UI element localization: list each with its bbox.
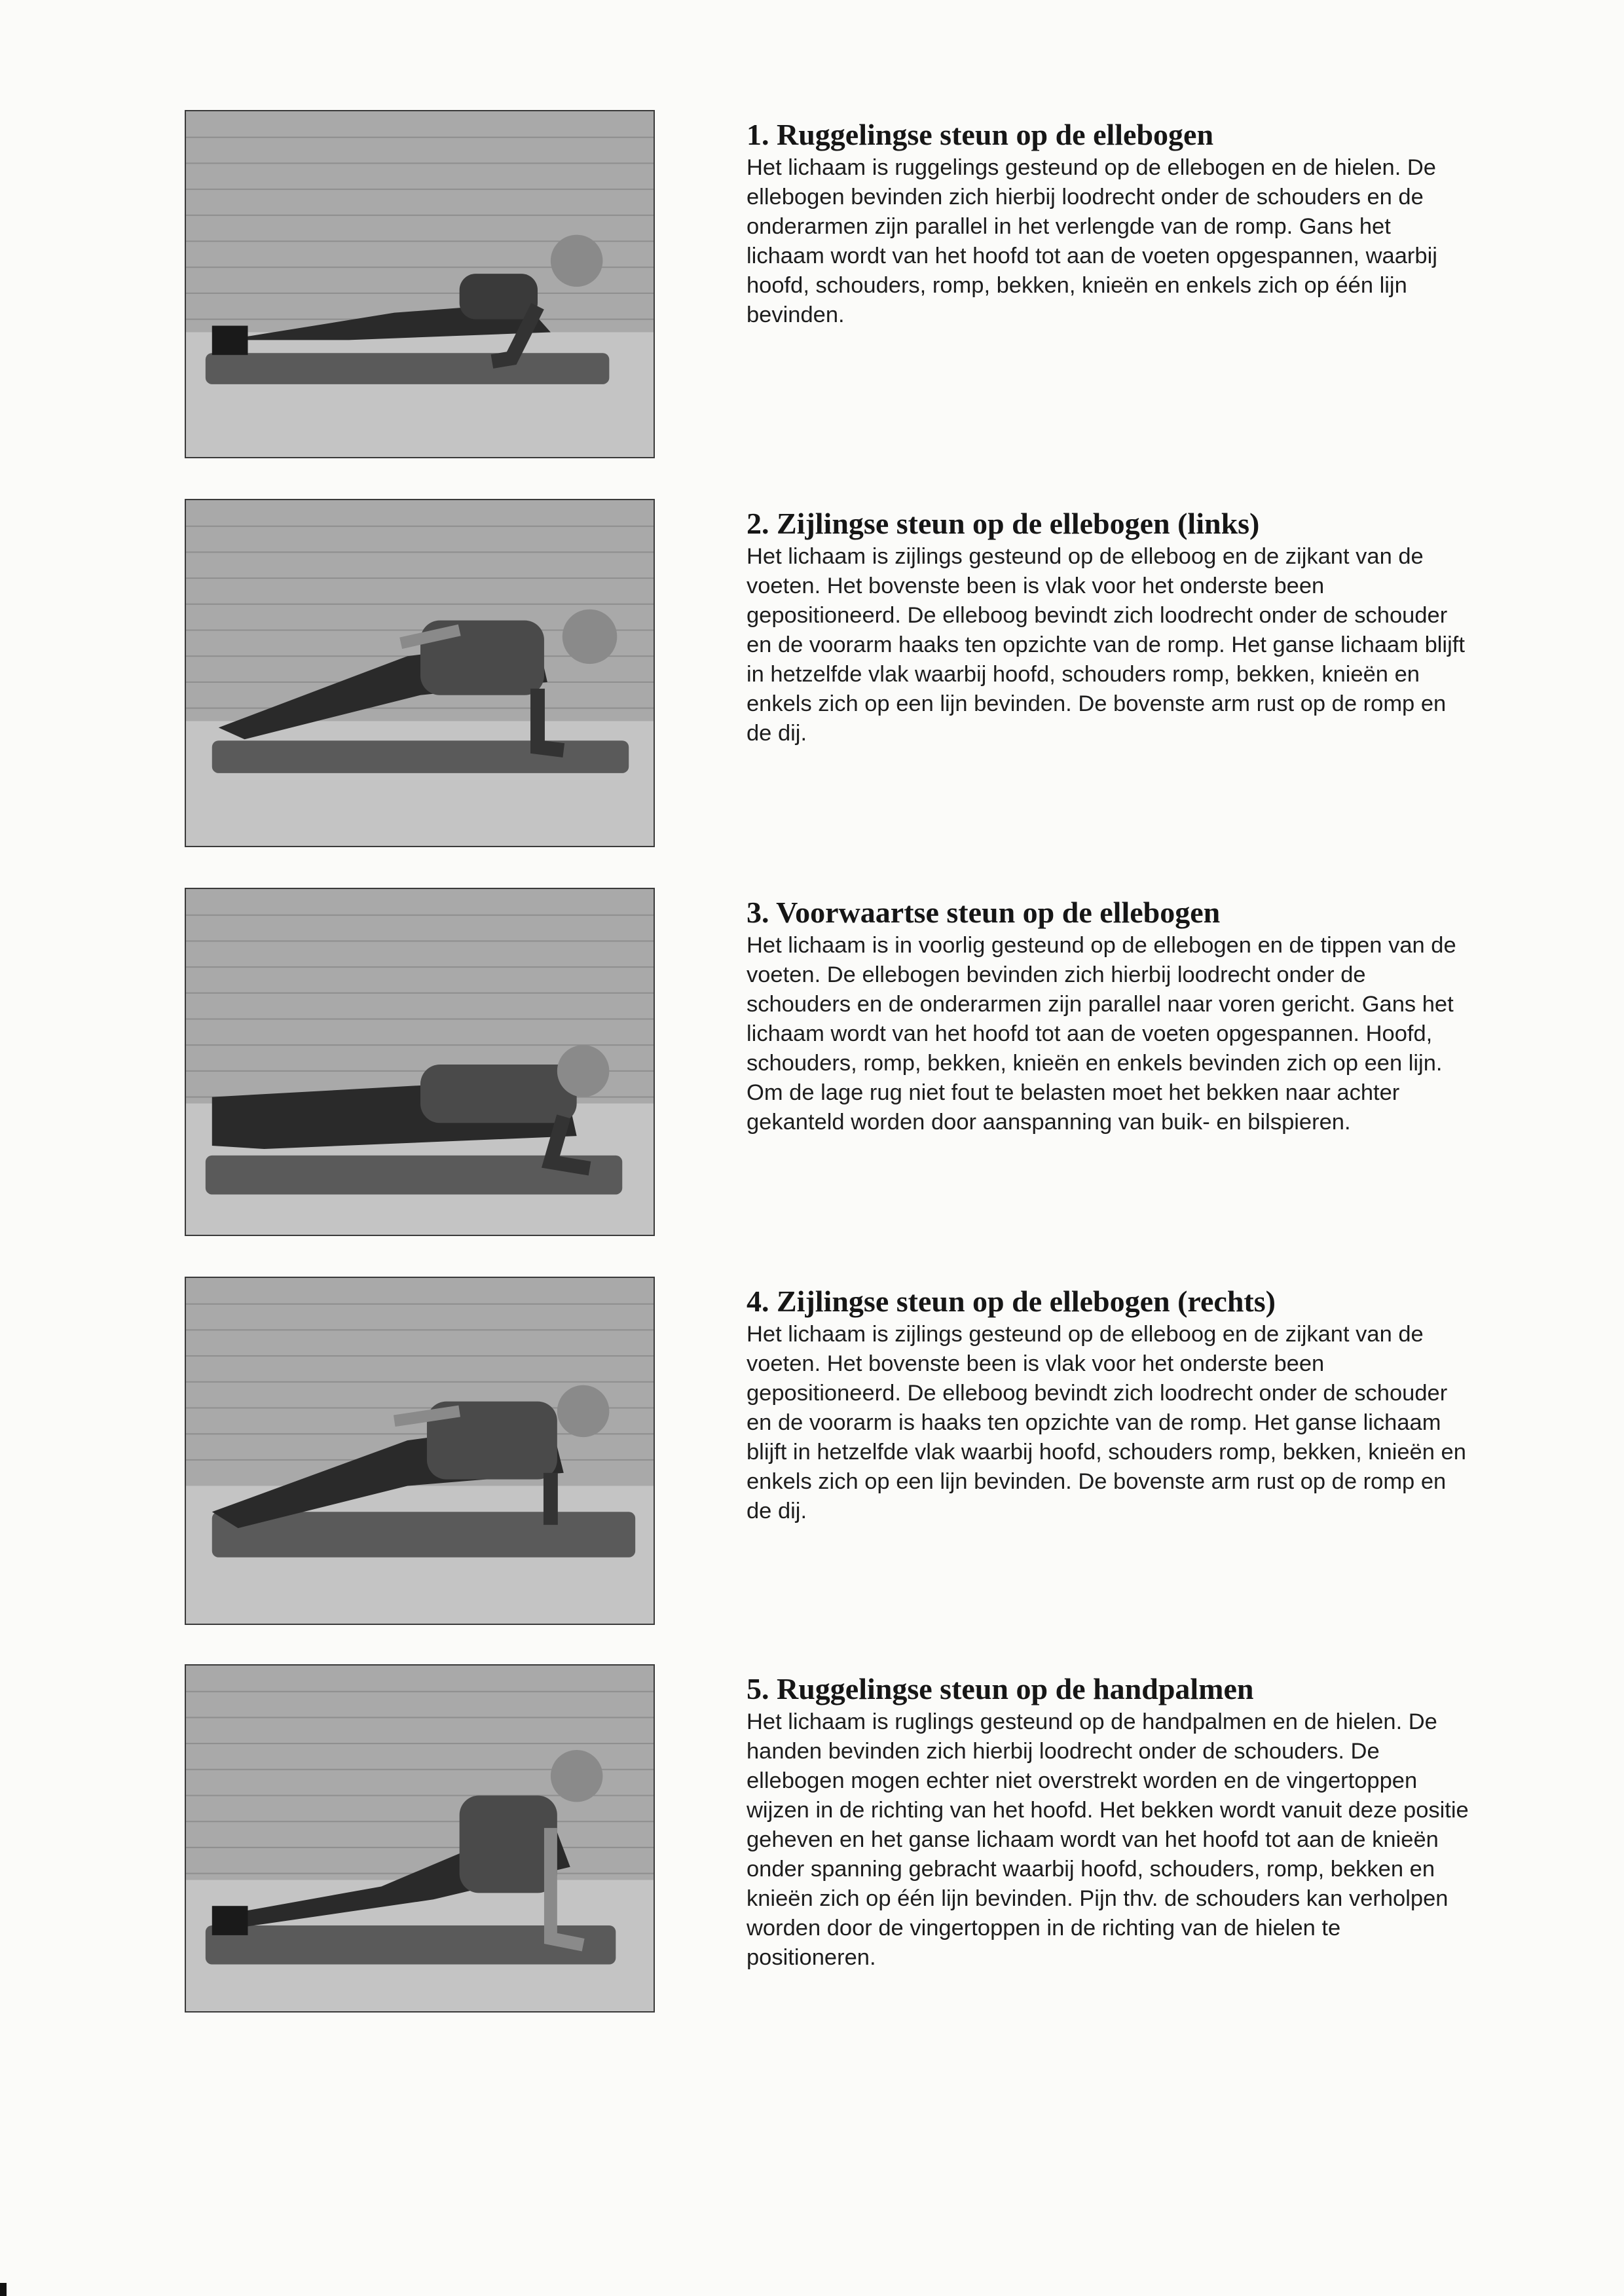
exercise-2-title: 2. Zijlingse steun op de ellebogen (links) (747, 507, 1260, 540)
exercise-1 (0, 110, 1624, 464)
exercise-2-description: Het lichaam is zijlings gesteund op de elleboog en de zijkant van de voeten. Het bovenste been is vlak voor het onderste been gepositioneerd. De elleboog bevindt zich loodrecht onder de schouder en de voorarm haaks ten opzichte van de romp. Het ganse lichaam blijft in hetzelfde vlak waarbij hoofd, schouders romp, bekken, knieën en enkels zich op een lijn bevinden. De bovenste arm rust op de romp en de dij. (747, 544, 1465, 746)
exercise-2-text (747, 505, 1473, 748)
exercise-3-photo (185, 888, 655, 1236)
exercise-4-title: 4. Zijlingse steun op de ellebogen (rechts) (747, 1285, 1276, 1318)
exercise-1-photo (185, 110, 655, 458)
exercise-1-title: 1. Ruggelingse steun op de ellebogen (747, 118, 1214, 151)
exercise-1-text (747, 117, 1473, 330)
exercise-5-photo (185, 1664, 655, 2013)
exercise-4 (0, 1277, 1624, 1630)
exercise-5-text (747, 1671, 1473, 1973)
exercise-5-description: Het lichaam is ruglings gesteund op de handpalmen en de hielen. De handen bevinden zich hierbij loodrecht onder de schouders. De ellebogen mogen echter niet overstrekt worden en de vingertoppen wijzen in de richting van het hoofd. Het bekken wordt vanuit deze positie geheven en het ganse lichaam wordt van het hoofd tot aan de knieën onder spanning gebracht waarbij hoofd, schouders, romp, bekken en knieën zich op één lijn bevinden. Pijn thv. de schouders kan verholpen worden door de vingertoppen in de richting van de hielen te positioneren. (747, 1709, 1469, 1970)
exercise-3-title: 3. Voorwaartse steun op de ellebogen (747, 896, 1221, 929)
exercise-3-description: Het lichaam is in voorlig gesteund op de ellebogen en de tippen van de voeten. De ellebogen bevinden zich hierbij loodrecht onder de schouders en de onderarmen zijn parallel naar voren gericht. Gans het lichaam wordt van het hoofd tot aan de voeten opgespannen. Hoofd, schouders, romp, bekken, knieën en enkels bevinden zich op een lijn. Om de lage rug niet fout te belasten moet het bekken naar achter gekanteld worden door aanspanning van buik- en bilspieren. (747, 933, 1456, 1135)
exercise-4-photo (185, 1277, 655, 1625)
exercise-5 (0, 1664, 1624, 2018)
exercise-5-title: 5. Ruggelingse steun op de handpalmen (747, 1672, 1254, 1705)
exercise-4-description: Het lichaam is zijlings gesteund op de elleboog en de zijkant van de voeten. Het bovenste been is vlak voor het onderste been gepositioneerd. De elleboog bevindt zich loodrecht onder de schouder en de voorarm is haaks ten opzichte van de romp. Het ganse lichaam blijft in hetzelfde vlak waarbij hoofd, schouders romp, bekken, knieën en enkels zich op een lijn bevinden. De bovenste arm rust op de romp en de dij. (747, 1322, 1466, 1523)
scan-corner-mark (0, 2283, 7, 2296)
exercise-2 (0, 499, 1624, 852)
exercise-3 (0, 888, 1624, 1241)
exercise-2-photo (185, 499, 655, 847)
exercise-1-description: Het lichaam is ruggelings gesteund op de ellebogen en de hielen. De ellebogen bevinden zich hierbij loodrecht onder de schouders en de onderarmen zijn parallel in het verlengde van de romp. Gans het lichaam wordt van het hoofd tot aan de voeten opgespannen, waarbij hoofd, schouders, romp, bekken, knieën en enkels zich op één lijn bevinden. (747, 155, 1437, 327)
exercise-4-text (747, 1283, 1473, 1526)
exercise-3-text (747, 894, 1473, 1137)
